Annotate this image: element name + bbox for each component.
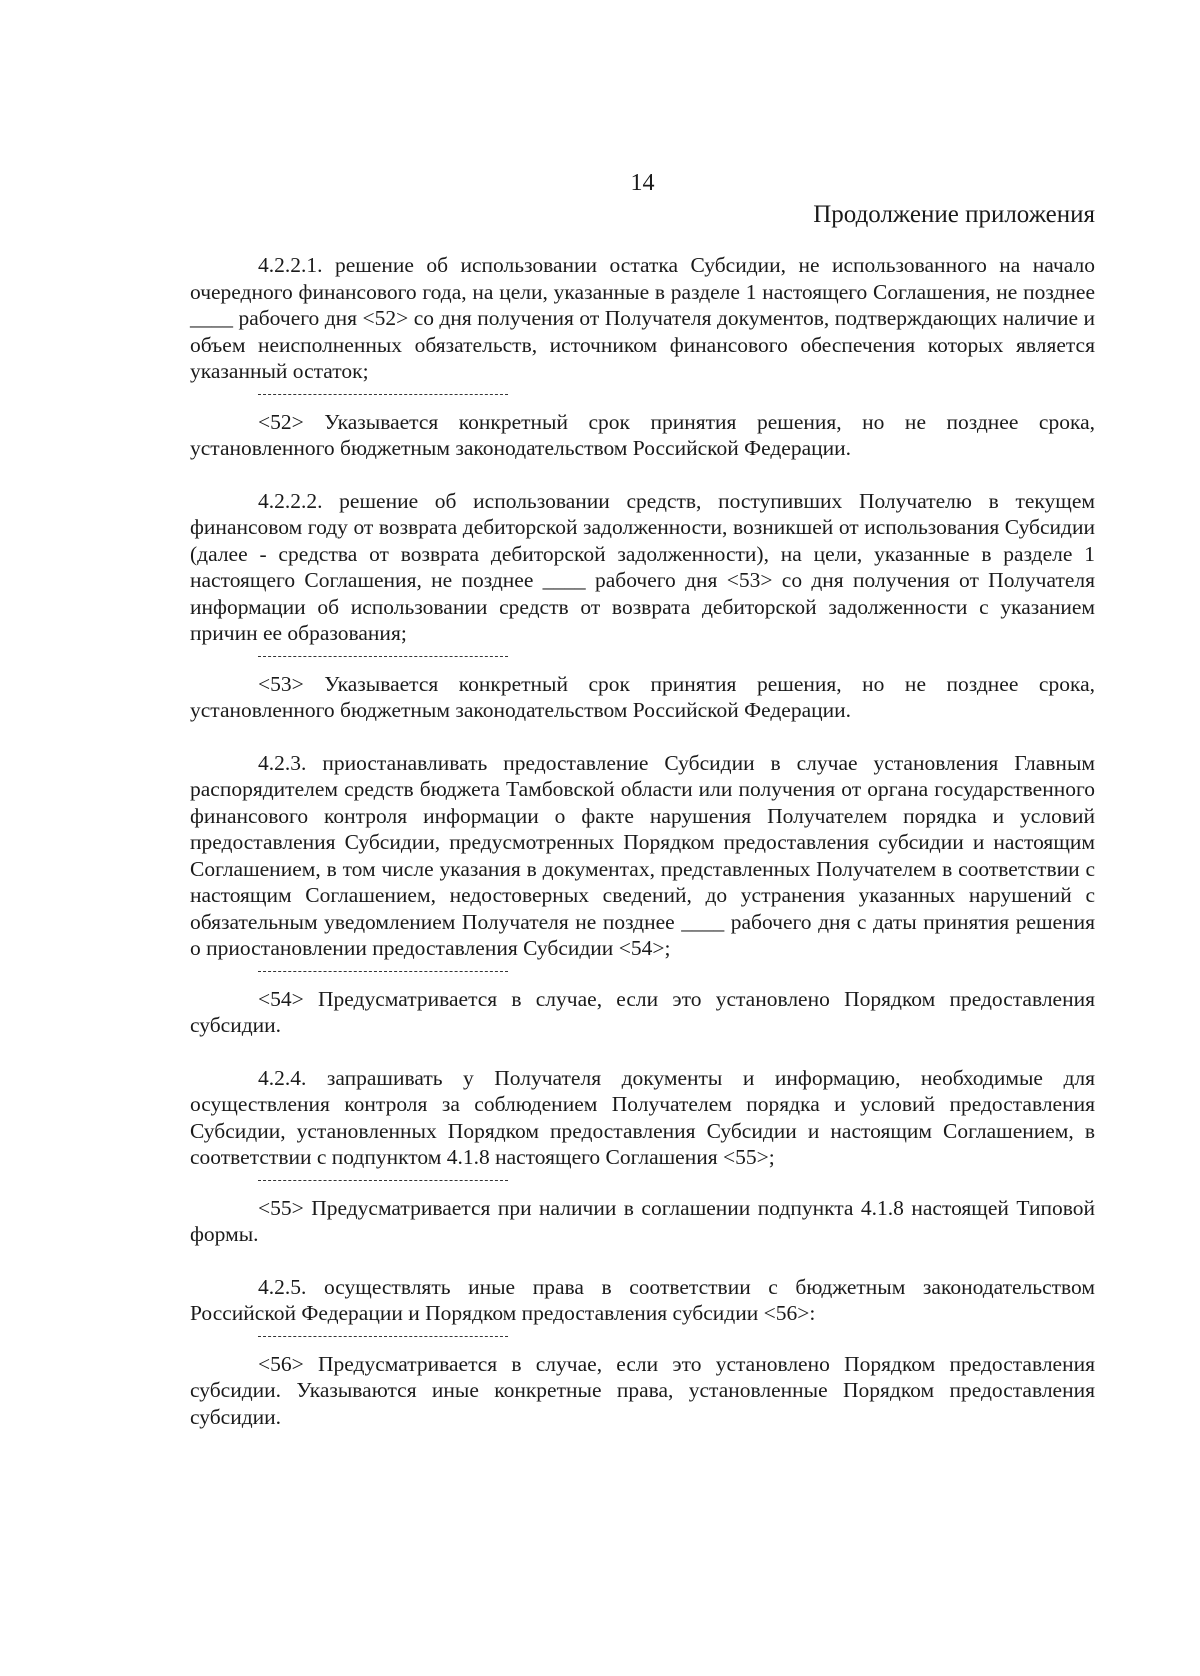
footnote-55: <55> Предусматривается при наличии в соглашении подпункта 4.1.8 настоящей Типовой формы. [190,1195,1095,1246]
footnote-54: <54> Предусматривается в случае, если это установлено Порядком предоставления субсидии. [190,986,1095,1037]
clause-4-2-2-1: 4.2.2.1. решение об использовании остатка Субсидии, не использованного на начало очередного финансового года, на цели, указанные в разделе 1 настоящего Соглашения, не позднее ____ рабочего дня <52> со дня получения от Получателя документов, подтверждающих наличие и объем неисполненных обязательств, источником финансового обеспечения которых является указанный остаток; [190,253,1095,383]
footnote-separator [258,656,508,657]
footnote-separator [258,971,508,972]
footnote-56: <56> Предусматривается в случае, если это установлено Порядком предоставления субсидии. Указываются иные конкретные права, установленные Порядком предоставления субсидии. [190,1351,1095,1429]
clause-4-2-5: 4.2.5. осуществлять иные права в соответствии с бюджетным законодательством Российской Федерации и Порядком предоставления субсидии <56>: [190,1274,1095,1325]
footnote-separator [258,1180,508,1181]
page-number: 14 [630,170,655,196]
footnote-52: <52> Указывается конкретный срок принятия решения, но не позднее срока, установленного бюджетным законодательством Российской Федерации. [190,409,1095,460]
footnote-separator [258,1336,508,1337]
clause-4-2-3: 4.2.3. приостанавливать предоставление Субсидии в случае установления Главным распорядителем средств бюджета Тамбовской области или получения от органа государственного финансового контроля информации о факте нарушения Получателем порядка и условий предоставления Субсидии, предусмотренных Порядком предоставления субсидии и настоящим Соглашением, в том числе указания в документах, представленных Получателем в соответствии с настоящим Соглашением, недостоверных сведений, до устранения указанных нарушений с обязательным уведомлением Получателя не позднее ____ рабочего дня с даты принятия решения о приостановлении предоставления Субсидии <54>; [190,750,1095,960]
footnote-separator [258,394,508,395]
document-content [190,168,1095,1456]
continuation-label: Продолжение приложения [813,201,1095,228]
clause-4-2-2-2: 4.2.2.2. решение об использовании средств, поступивших Получателю в текущем финансовом году от возврата дебиторской задолженности, возникшей от использования Субсидии (далее - средства от возврата дебиторской задолженности), на цели, указанные в разделе 1 настоящего Соглашения, не позднее ____ рабочего дня <53> со дня получения от Получателя информации об использовании средств от возврата дебиторской задолженности с указанием причин ее образования; [190,488,1095,645]
footnote-53: <53> Указывается конкретный срок принятия решения, но не позднее срока, установленного бюджетным законодательством Российской Федерации. [190,671,1095,722]
clause-4-2-4: 4.2.4. запрашивать у Получателя документы и информацию, необходимые для осуществления контроля за соблюдением Получателем порядка и условий предоставления Субсидии, установленных Порядком предоставления Субсидии и настоящим Соглашением, в соответствии с подпунктом 4.1.8 настоящего Соглашения <55>; [190,1065,1095,1169]
